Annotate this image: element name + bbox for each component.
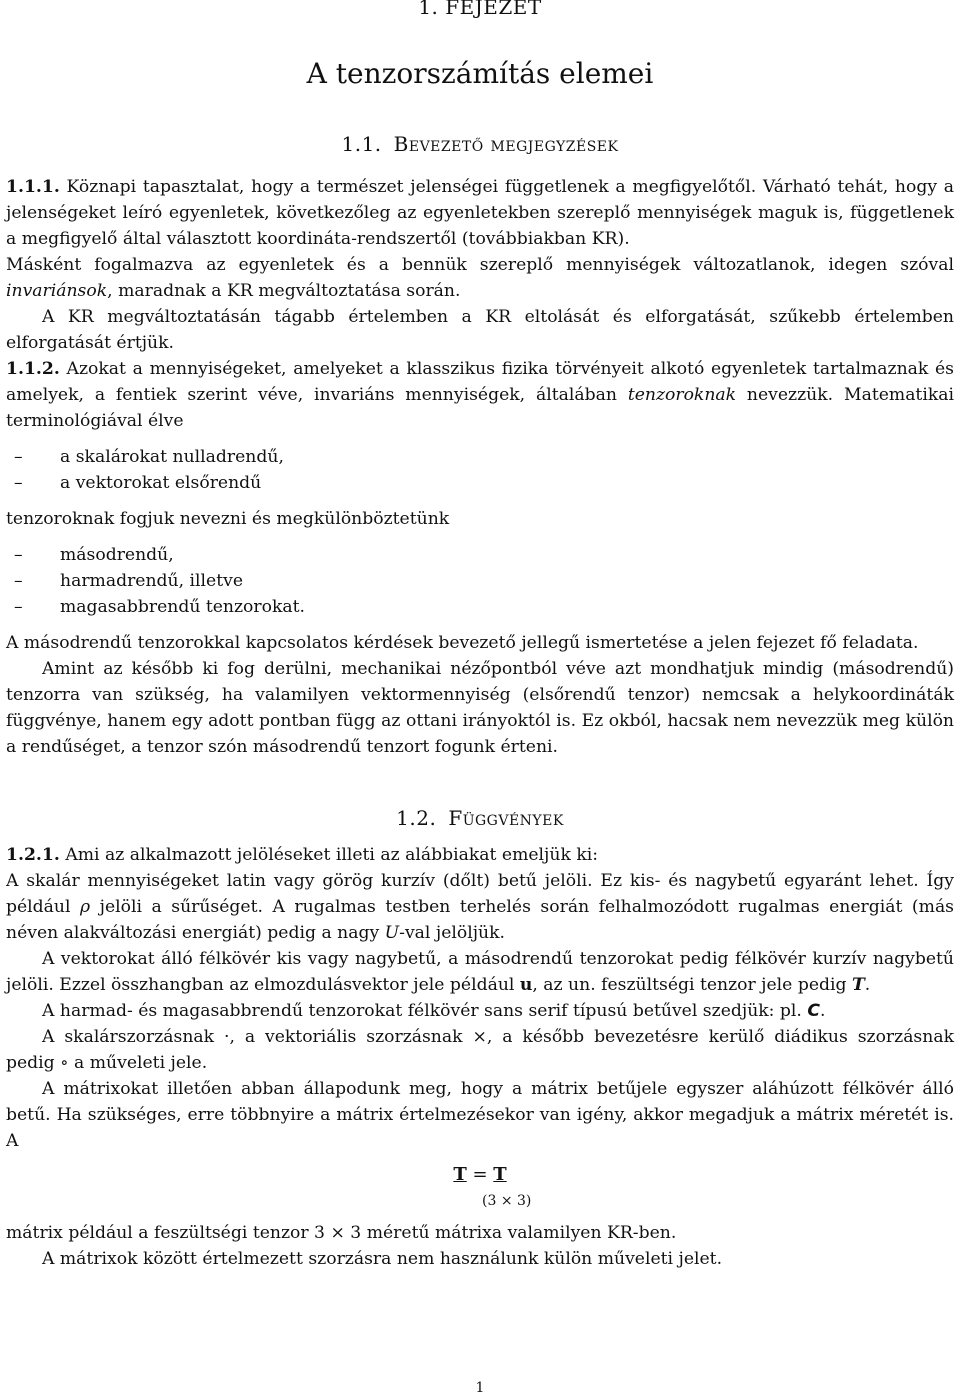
paragraph-maskent <box>6 252 954 304</box>
page <box>6 0 954 1272</box>
text-span: nevezzük. Matematikai terminológiával élve <box>6 385 954 431</box>
list-item <box>6 594 954 620</box>
order-list-2 <box>6 542 954 620</box>
paragraph-skalar <box>6 868 954 946</box>
text-span: . <box>819 1001 826 1021</box>
section-number: 1.2. <box>396 806 437 830</box>
dash-marker: – <box>14 571 23 591</box>
text-span: A vektorokat álló félkövér kis vagy nagybetű, a másodrendű tenzorokat pedig félkövér kurzív nagybetű jelöli. Ezzel összhangban az elmozdulásvektor jele például <box>6 949 954 995</box>
list-item <box>6 542 954 568</box>
section-title: Bevezető megjegyzések <box>393 132 619 156</box>
section-heading-1-2 <box>6 806 954 830</box>
text-span: . <box>864 975 871 995</box>
list-item-text: magasabbrendű tenzorokat. <box>60 597 306 617</box>
equals-sign: = <box>466 1164 494 1185</box>
dash-marker: – <box>14 545 23 565</box>
list-item <box>6 470 954 496</box>
section-heading-1-1 <box>6 132 954 156</box>
page-number: 1 <box>475 1380 485 1396</box>
list-item-text: a vektorokat elsőrendű <box>60 473 262 493</box>
matrix-equation <box>6 1162 954 1208</box>
paragraph-kr: A KR megváltoztatásán tágabb értelemben a KR eltolását és elforgatását, szűkebb értelemben elforgatását értjük. <box>6 307 954 353</box>
paragraph-masodrendu: A másodrendű tenzorokkal kapcsolatos kérdések bevezető jellegű ismertetése a jelen fejezet fő feladata. <box>6 633 919 653</box>
text-span: -val jelöljük. <box>399 923 506 943</box>
paragraph-text: Köznapi tapasztalat, hogy a természet jelenségei függetlenek a megfigyelőtől. Várható tehát, hogy a jelenségeket leíró egyenletek, következőleg az egyenletekben szereplő mennyiségek maguk is, függetlenek a megfigyelő által választott koordináta-rendszertől (továbbiakban KR). <box>6 177 954 249</box>
text-span: jelöli a sűrűséget. A rugalmas testben terhelés során felhalmozódott rugalmas energiát (más néven alakváltozási energiát) pedig a nagy <box>6 897 955 943</box>
symbol-rho: ρ <box>80 897 91 917</box>
paragraph-pelda: mátrix például a feszültségi tenzor 3 × 3 méretű mátrixa valamilyen KR-ben. <box>6 1223 677 1243</box>
matrix-size: (3 × 3) <box>482 1193 532 1209</box>
paragraph-tenzoroknak: tenzoroknak fogjuk nevezni és megkülönböztetünk <box>6 509 450 529</box>
paragraph-szorzasra: A mátrixok között értelmezett szorzásra nem használunk külön műveleti jelet. <box>42 1249 723 1269</box>
paragraph-matrix: A mátrixokat illetően abban állapodunk meg, hogy a mátrix betűjele egyszer aláhúzott félkövér álló betű. Ha szükséges, erre többnyire a mátrix értelmezésekor van igény, akkor megadjuk a mátrix méretét is. A <box>6 1079 954 1151</box>
text-span: A harmad- és magasabbrendű tenzorokat félkövér sans serif típusú betűvel szedjük: pl. <box>42 1001 808 1021</box>
text-span: , az un. feszültségi tenzor jele pedig <box>532 975 852 995</box>
symbol-u: u <box>519 975 533 995</box>
italic-term: invariánsok <box>6 281 108 301</box>
paragraph-vektor <box>6 946 954 998</box>
paragraph-number: 1.2.1. <box>6 845 60 865</box>
section-number: 1.1. <box>341 132 382 156</box>
list-item-text: harmadrendű, illetve <box>60 571 243 591</box>
list-item <box>6 568 954 594</box>
section-title: Függvények <box>448 806 564 830</box>
symbol-C: C <box>807 1001 820 1021</box>
paragraph-1-1-1 <box>6 174 954 252</box>
symbol-U: U <box>384 923 400 943</box>
paragraph-1-1-2 <box>6 356 954 434</box>
matrix-symbol: T <box>453 1164 467 1185</box>
list-item <box>6 444 954 470</box>
list-item-text: a skalárokat nulladrendű, <box>60 447 284 467</box>
dash-marker: – <box>14 473 23 493</box>
text-span: Másként fogalmazva az egyenletek és a bennük szereplő mennyiségek változatlanok, idegen szóval <box>6 255 954 275</box>
paragraph-text: Ami az alkalmazott jelöléseket illeti az alábbiakat emeljük ki: <box>65 845 599 865</box>
dash-marker: – <box>14 597 23 617</box>
paragraph-szorzas: A skalárszorzásnak ·, a vektoriális szorzásnak ×, a később bevezetésre kerülő diádikus szorzásnak pedig ∘ a műveleti jele. <box>6 1027 954 1073</box>
italic-term: tenzoroknak <box>627 385 737 405</box>
order-list-1 <box>6 444 954 496</box>
paragraph-amint: Amint az később ki fog derülni, mechanikai nézőpontból véve azt mondhatjuk mindig (másodrendű) tenzorra van szükség, ha valamilyen vektormennyiség (elsőrendű tenzor) nemcsak a helykoordináták függvénye, hanem egy adott pontban függ az ottani irányoktól is. Ez okból, hacsak nem nevezzük meg külön a rendűséget, a tenzor szón másodrendű tenzort fogunk érteni. <box>6 659 954 757</box>
symbol-T: T <box>851 975 865 995</box>
paragraph-number: 1.1.2. <box>6 359 60 379</box>
text-span: A skalár mennyiségeket latin vagy görög kurzív (dőlt) betű jelöli. Ez kis- és nagybetű egyaránt lehet. Így például <box>6 871 954 917</box>
dash-marker: – <box>14 447 23 467</box>
paragraph-number: 1.1.1. <box>6 177 60 197</box>
chapter-title: A tenzorszámítás elemei <box>306 57 654 90</box>
chapter-heading: 1. FEJEZET <box>418 0 542 19</box>
text-span: , maradnak a KR megváltoztatása során. <box>107 281 461 301</box>
paragraph-1-2-1 <box>6 842 954 868</box>
text-span: Azokat a mennyiségeket, amelyeket a klasszikus fizika törvényeit alkotó egyenletek tartalmaznak és amelyek, a fentiek szerint véve, invariáns mennyiségek, általában <box>6 359 955 405</box>
paragraph-harmad <box>6 998 954 1024</box>
list-item-text: másodrendű, <box>60 545 174 565</box>
matrix-symbol: T <box>493 1164 507 1185</box>
